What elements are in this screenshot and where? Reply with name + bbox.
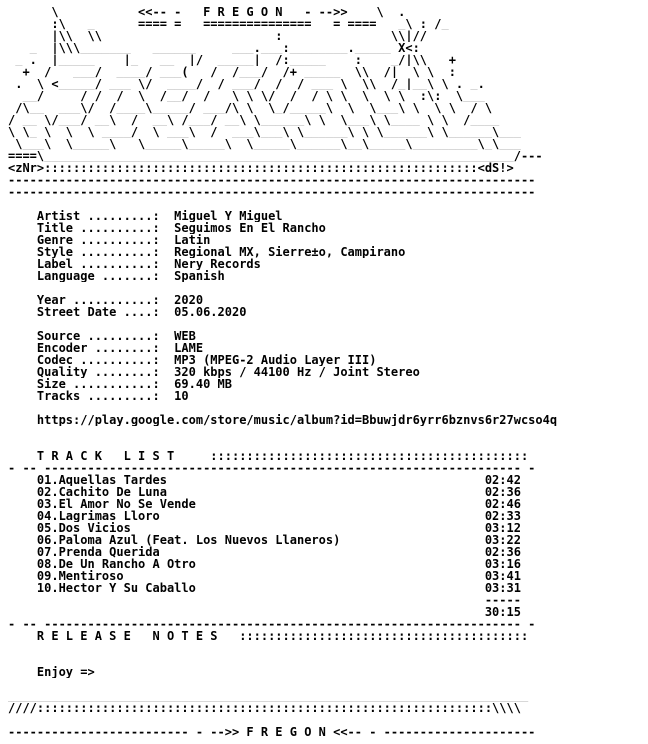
nfo-line: 01.Aquellas Tardes 02:42 xyxy=(8,474,521,486)
nfo-line: 07.Prenda Querida 02:36 xyxy=(8,546,521,558)
nfo-line: 09.Mentiroso 03:41 xyxy=(8,570,521,582)
nfo-line: |\\ \\ : \\|// xyxy=(8,30,428,42)
nfo-line: ====\_________________________________________________________________/--- xyxy=(8,150,543,162)
nfo-line xyxy=(8,402,557,414)
nfo-line xyxy=(8,642,557,654)
nfo-line: 10.Hector Y Su Caballo 03:31 xyxy=(8,582,521,594)
nfo-line: 08.De Un Rancho A Otro 03:16 xyxy=(8,558,521,570)
nfo-line: 03.El Amor No Se Vende 02:46 xyxy=(8,498,521,510)
nfo-line: Enjoy => xyxy=(8,666,95,678)
nfo-line xyxy=(8,318,557,330)
nfo-line: R E L E A S E N O T E S :::::::::::::::::::::::::::::::::::::::: xyxy=(8,630,529,642)
nfo-line: /\__ ___\/ /____\_____/ ___/\ \ \_/_____\ \ \___\ \ \ \ / \ xyxy=(8,102,493,114)
nfo-line: T R A C K L I S T :::::::::::::::::::::::::::::::::::::::::::: xyxy=(8,450,529,462)
nfo-line: \ <<-- - F R E G O N - -->> \ . xyxy=(8,6,406,18)
nfo-line xyxy=(8,714,557,726)
nfo-line: ------------------------- - -->> F R E G O N <<-- - --------------------- xyxy=(8,726,536,738)
nfo-line: ________________________________________________________________________ xyxy=(8,690,529,702)
nfo-line: Size ...........: 69.40 MB xyxy=(8,378,232,390)
nfo-line: Codec ..........: MP3 (MPEG-2 Audio Layer III) xyxy=(8,354,377,366)
nfo-line: <zNr>::::::::::::::::::::::::::::::::::::::::::::::::::::::::::::<dS!> xyxy=(8,162,514,174)
nfo-line: _ . |_____ |_ __ |/ _____| /:_____ : _/|\\ + xyxy=(8,54,456,66)
nfo-line: Title ..........: Seguimos En El Rancho xyxy=(8,222,326,234)
nfo-line: - -- ------------------------------------------------------------------ - xyxy=(8,618,536,630)
nfo-line: ----- xyxy=(8,594,521,606)
nfo-line: Source .........: WEB xyxy=(8,330,196,342)
nfo-line: _ |\\\_______ ______ ___.___:________._____ X<: xyxy=(8,42,420,54)
nfo-line: . \ <_____/ ___ \/ ____/ / ___/ / / ___ \ \\ /_|__\ \ . _. xyxy=(8,78,485,90)
nfo-line: Style ..........: Regional MX, Sierre±o, Campirano xyxy=(8,246,406,258)
nfo-line: 04.Lagrimas Lloro 02:33 xyxy=(8,510,521,522)
nfo-line: + / ___/ ____/ ___( / /___/ /+ _____ \\ /| \ \ : xyxy=(8,66,456,78)
nfo-line xyxy=(8,198,557,210)
nfo-line: 02.Cachito De Luna 02:36 xyxy=(8,486,521,498)
nfo-line: ------------------------------------------------------------------------- xyxy=(8,186,536,198)
nfo-line: Encoder ........: LAME xyxy=(8,342,204,354)
nfo-line: \___\ \_____\ \_____\_____\ \_____\______\__\_____\_________\_\___ xyxy=(8,138,521,150)
nfo-line: / __ \/___/ __\ / __\ /___/ __\ \______\ \ \___\ \____ \ \ /____ xyxy=(8,114,500,126)
nfo-line: __/ / / / \ /__/ / \ \ \/ / / \ \ \ \ \ :\: \___ xyxy=(8,90,485,102)
nfo-line xyxy=(8,282,557,294)
nfo-line: Quality ........: 320 kbps / 44100 Hz / Joint Stereo xyxy=(8,366,420,378)
nfo-line xyxy=(8,654,557,666)
nfo-line: Artist .........: Miguel Y Miguel xyxy=(8,210,283,222)
nfo-line xyxy=(8,678,557,690)
nfo-line: Street Date ....: 05.06.2020 xyxy=(8,306,247,318)
nfo-line: - -- ------------------------------------------------------------------ - xyxy=(8,462,536,474)
nfo-line: 06.Paloma Azul (Feat. Los Nuevos Llaneros) 03:22 xyxy=(8,534,521,546)
nfo-line: 05.Dos Vicios 03:12 xyxy=(8,522,521,534)
nfo-line: Genre ..........: Latin xyxy=(8,234,211,246)
nfo-line: Language .......: Spanish xyxy=(8,270,225,282)
nfo-line: 30:15 xyxy=(8,606,521,618)
nfo-line: ------------------------------------------------------------------------- xyxy=(8,174,536,186)
nfo-line xyxy=(8,438,557,450)
nfo-text xyxy=(8,6,557,738)
nfo-line: https://play.google.com/store/music/album?id=Bbuwjdr6yrr6bznvs6r27wcso4q xyxy=(8,414,558,426)
nfo-line: Year ...........: 2020 xyxy=(8,294,204,306)
nfo-line: ////:::::::::::::::::::::::::::::::::::::::::::::::::::::::::::::::\\\\ xyxy=(8,702,521,714)
nfo-line xyxy=(8,426,557,438)
nfo-line: \ \_ \ \ \ ____/ \ ___\ / ___\___\ \______\ \ \______\ \______\___ xyxy=(8,126,521,138)
nfo-line: Tracks .........: 10 xyxy=(8,390,189,402)
nfo-line: :\ _ ==== = =============== = ==== _\ : /_ xyxy=(8,18,449,30)
nfo-line: Label ..........: Nery Records xyxy=(8,258,261,270)
